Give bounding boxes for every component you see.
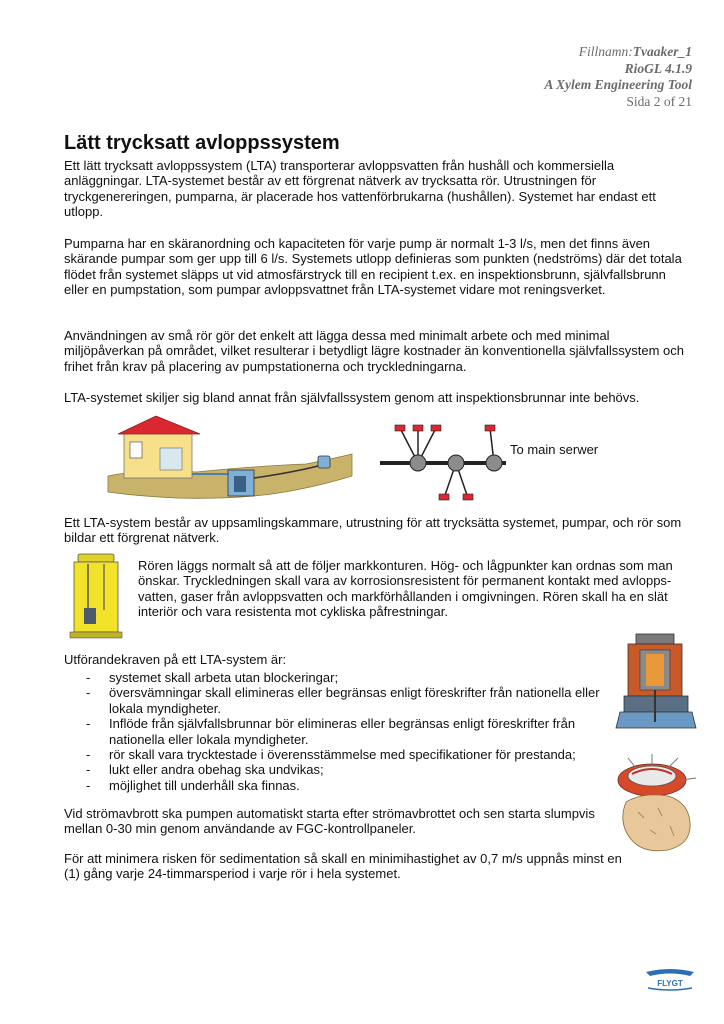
filename-label: Fillnamn: — [578, 44, 633, 59]
list-item: - systemet skall arbeta utan blockeringar; — [64, 670, 624, 685]
network-diagram — [380, 420, 620, 504]
page-title: Lätt trycksatt avloppssystem — [64, 132, 340, 154]
paragraph-sedimentation: För att minimera risken för sedimentation så skall en minimihastighet av 0,7 m/s uppnås minst en (1) gång varje 24-timmarsperiod i varje rör i hela systemet. — [64, 851, 622, 882]
requirements-list — [64, 670, 624, 793]
paragraph-difference: LTA-systemet skiljer sig bland annat från självfallssystem genom att inspektionsbrunnar inte behövs. — [64, 390, 640, 405]
paragraph-intro: Ett lätt trycksatt avloppssystem (LTA) transporterar avloppsvatten från hushåll och kommersiella anläggningar. LTA-systemet består av ett förgrenat nätverk av trycksatta rör. Utrustningen för tryckgenereringen, pumparna, är placerade hos vattenförbrukarna (hushållen). Systemet har endast ett utlopp. — [64, 158, 656, 220]
flygt-logo — [644, 968, 696, 992]
house-pump-illustration — [106, 414, 354, 508]
main-sewer-label: To main serwer — [510, 442, 599, 457]
filename-line — [544, 44, 692, 61]
paragraph-pumps: Pumparna har en skäranordning och kapaciteten för varje pump är normalt 1-3 l/s, men det finns även skärande pumpar som ger upp till 6 l/s. Systemets utlopp definieras som punkten (nedströms) där det totala flödet från systemet släpps ut vid atmosfärstryck till en recipient t.ex. en inspektionsbrunn, självfallsbrunn eller en pumpstation, som pumpar avloppsvattnet från LTA-systemet vidare mot reningsverket. — [64, 236, 682, 298]
page-number: Sida 2 of 21 — [626, 93, 692, 109]
paragraph-components: Ett LTA-system består av uppsamlingskammare, utrustning för att trycksätta systemet, pumpar, och rör som bildar ett förgrenat nätverk. — [64, 515, 682, 546]
document-header — [544, 44, 692, 110]
list-item: - möjlighet till underhåll ska finnas. — [64, 778, 624, 793]
cutter-illustration — [612, 746, 704, 858]
filename-value: Tvaaker_1 — [632, 44, 692, 59]
paragraph-pipes: Rören läggs normalt så att de följer markkonturen. Hög- och lågpunkter kan ordnas som man önskar. Tryckledningen skall vara av korrosionsresistent för permanent kontakt med avlopps-vatten, gaser från avloppsvatten och markförhållanden i omgivningen. Rören skall ha en slät interiör och vara resistenta mot cykliska påfrestningar. — [138, 558, 673, 620]
flygt-logo-text: FLYGT — [657, 979, 683, 988]
version-label: RioGL 4.1.9 — [624, 60, 692, 76]
list-item: - översvämningar skall elimineras eller begränsas enligt föreskrifter från nationella eller lokala myndigheter. — [64, 685, 624, 716]
paragraph-power-outage: Vid strömavbrott ska pumpen automatiskt starta efter strömavbrottet och sen starta slumpvis mellan 0-30 min genom användande av FGC-kontrollpaneler. — [64, 806, 595, 837]
list-item: - Inflöde från självfallsbrunnar bör elimineras eller begränsas enligt föreskrifter från nationella eller lokala myndigheter. — [64, 716, 624, 747]
tool-label: A Xylem Engineering Tool — [544, 77, 692, 92]
paragraph-small-pipes: Användningen av små rör gör det enkelt att lägga dessa med minimalt arbete och med minimal miljöpåverkan på området, vilket resulterar i betydligt lägre kostnader än konventionella självfallssystem och frihet från krav på placering av pumpstationerna och tryckledningarna. — [64, 328, 684, 374]
list-item: - lukt eller andra obehag ska undvikas; — [64, 762, 624, 777]
collection-chamber-illustration — [68, 550, 132, 642]
paragraph-requirements-intro: Utförandekraven på ett LTA-system är: — [64, 652, 287, 667]
list-item: - rör skall vara trycktestade i överensstämmelse med specifikationer för prestanda; — [64, 747, 624, 762]
